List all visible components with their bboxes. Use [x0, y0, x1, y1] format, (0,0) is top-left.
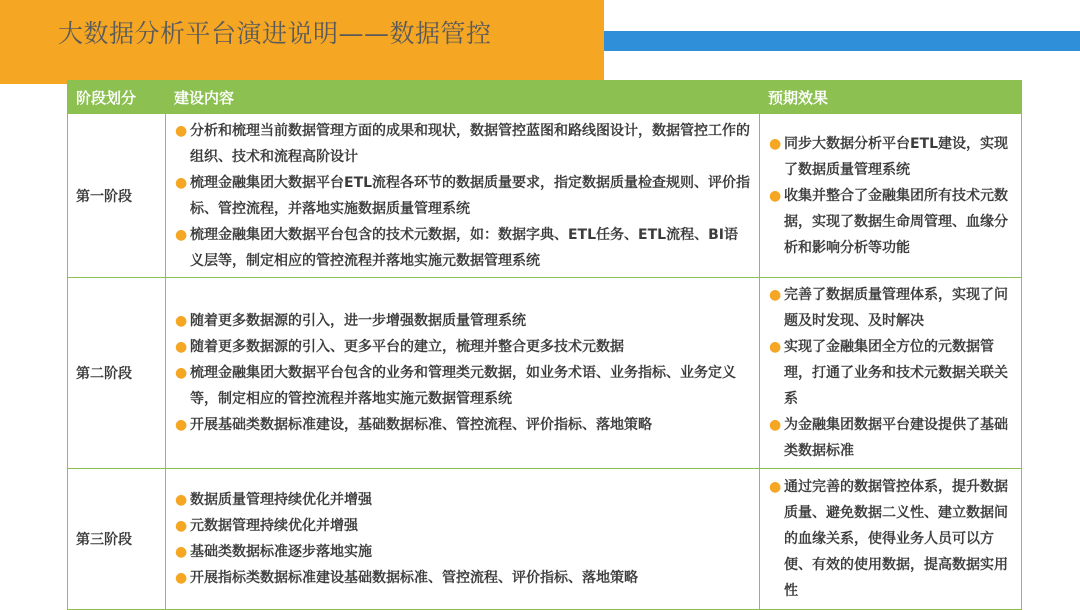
list-item	[174, 539, 751, 565]
list-item-text: 分析和梳理当前数据管理方面的成果和现状，数据管控蓝图和路线图设计，数据管控工作的组织、技术和流程高阶设计	[190, 122, 750, 165]
bullet-icon: ●	[769, 479, 782, 495]
bullet-icon: ●	[175, 339, 188, 355]
list-item	[768, 183, 1013, 261]
list-item-text: 同步大数据分析平台ETL建设，实现了数据质量管理系统	[784, 135, 1009, 178]
list-item-text: 开展指标类数据标准建设基础数据标准、管控流程、评价指标、落地策略	[190, 570, 638, 586]
list-item	[174, 513, 751, 539]
list-item	[174, 170, 751, 222]
list-item-text: 元数据管理持续优化并增强	[190, 518, 358, 534]
content-cell	[166, 114, 760, 278]
list-item	[174, 412, 751, 438]
list-item-text: 梳理金融集团大数据平台包含的技术元数据，如：数据字典、ETL任务、ETL流程、BI语义层等，制定相应的管控流程并落地实施元数据管理系统	[190, 226, 738, 269]
stage-cell: 第二阶段	[68, 278, 166, 469]
list-item	[768, 412, 1013, 464]
list-item-text: 为金融集团数据平台建设提供了基础类数据标准	[784, 417, 1008, 459]
list-item-text: 梳理金融集团大数据平台包含的业务和管理类元数据，如业务术语、业务指标、业务定义等，制定相应的管控流程并落地实施元数据管理系统	[190, 365, 736, 407]
list-item-text: 随着更多数据源的引入，进一步增强数据质量管理系统	[190, 313, 526, 329]
list-item	[174, 334, 751, 360]
list-item	[768, 334, 1013, 412]
decorative-stripe	[604, 31, 1080, 51]
list-item	[174, 565, 751, 591]
list-item	[174, 118, 751, 170]
content-cell	[166, 278, 760, 469]
effect-cell	[760, 114, 1022, 278]
list-item-text: 收集并整合了金融集团所有技术元数据，实现了数据生命周管理、血缘分析和影响分析等功能	[784, 187, 1008, 256]
bullet-icon: ●	[769, 339, 782, 355]
stage-plan-table	[67, 80, 1022, 610]
list-item	[174, 360, 751, 412]
bullet-icon: ●	[175, 226, 188, 243]
bullet-icon: ●	[175, 122, 188, 139]
list-item-text: 随着更多数据源的引入、更多平台的建立，梳理并整合更多技术元数据	[190, 339, 624, 355]
bullet-icon: ●	[175, 492, 188, 508]
bullet-icon: ●	[175, 365, 188, 381]
bullet-icon: ●	[769, 287, 782, 303]
bullet-icon: ●	[175, 174, 188, 191]
list-item-text: 基础类数据标准逐步落地实施	[190, 544, 372, 560]
column-header-content: 建设内容	[166, 81, 760, 114]
column-header-stage: 阶段划分	[68, 81, 166, 114]
bullet-icon: ●	[175, 313, 188, 329]
table-row	[68, 114, 1022, 278]
effect-cell	[760, 278, 1022, 469]
bullet-icon: ●	[175, 544, 188, 560]
bullet-icon: ●	[175, 518, 188, 534]
bullet-icon: ●	[769, 187, 782, 204]
stage-cell: 第一阶段	[68, 114, 166, 278]
list-item	[174, 308, 751, 334]
table-row	[68, 469, 1022, 610]
bullet-icon: ●	[769, 135, 782, 152]
bullet-icon: ●	[175, 417, 188, 433]
list-item	[174, 222, 751, 274]
effect-cell	[760, 469, 1022, 610]
table-header-row	[68, 81, 1022, 114]
table-row	[68, 278, 1022, 469]
list-item	[768, 131, 1013, 183]
list-item-text: 梳理金融集团大数据平台ETL流程各环节的数据质量要求，指定数据质量检查规则、评价指标、管控流程，并落地实施数据质量管理系统	[190, 174, 751, 217]
list-item-text: 完善了数据质量管理体系，实现了问题及时发现、及时解决	[784, 287, 1008, 329]
stage-cell: 第三阶段	[68, 469, 166, 610]
list-item-text: 开展基础类数据标准建设，基础数据标准、管控流程、评价指标、落地策略	[190, 417, 652, 433]
list-item	[174, 487, 751, 513]
title-bar	[0, 0, 604, 84]
content-cell	[166, 469, 760, 610]
bullet-icon: ●	[175, 570, 188, 586]
list-item-text: 通过完善的数据管控体系，提升数据质量、避免数据二义性、建立数据间的血缘关系，使得业务人员可以方便、有效的使用数据，提高数据实用性	[784, 479, 1008, 599]
page-title: 大数据分析平台演进说明——数据管控	[58, 19, 492, 48]
list-item	[768, 282, 1013, 334]
list-item-text: 实现了金融集团全方位的元数据管理，打通了业务和技术元数据关联关系	[784, 339, 1008, 407]
list-item	[768, 474, 1013, 604]
list-item-text: 数据质量管理持续优化并增强	[190, 492, 372, 508]
bullet-icon: ●	[769, 417, 782, 433]
column-header-effect: 预期效果	[760, 81, 1022, 114]
